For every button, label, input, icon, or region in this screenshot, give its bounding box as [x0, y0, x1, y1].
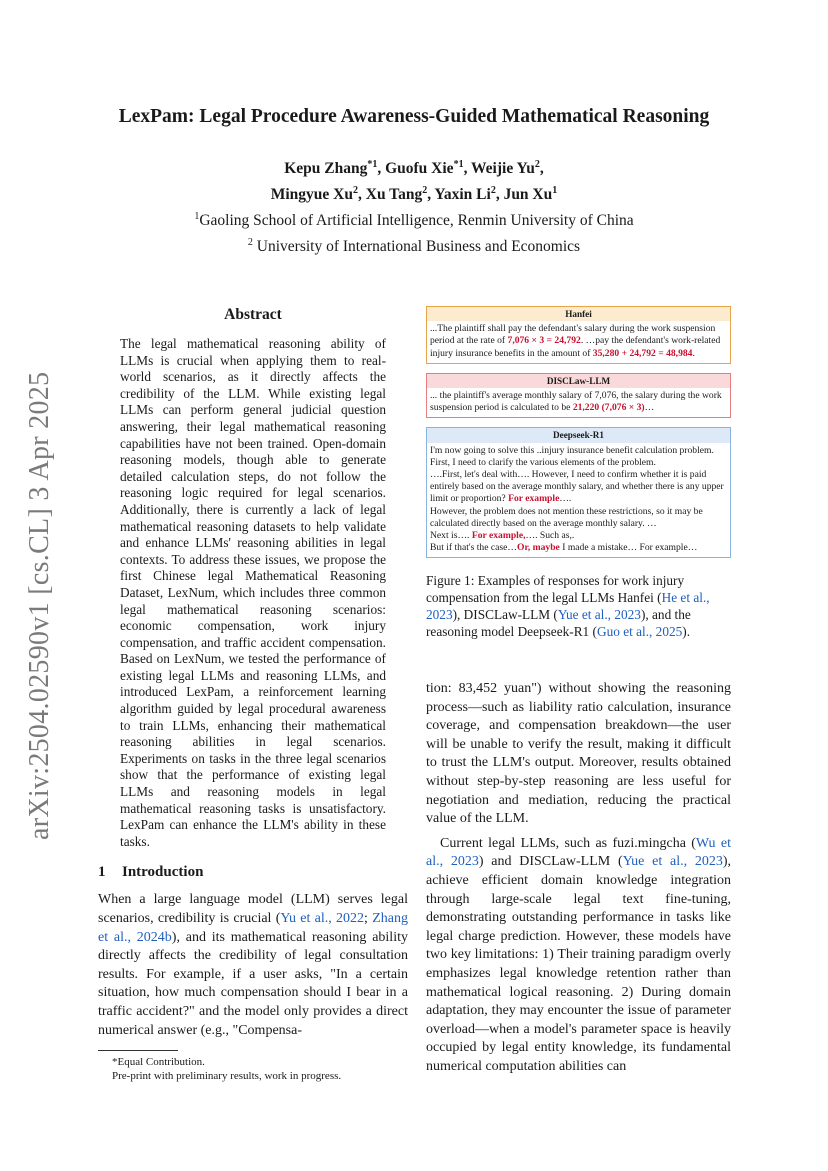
abstract-text: The legal mathematical reasoning ability of LLMs is crucial when applying them to real-world scenarios, as it directly affects the credibility of the LLM. While existing legal LLMs can perform general judicial question answering, their legal mathematical reasoning capabilities have not been trained. Open-domain reasoning models, though able to generate detailed calculation steps, do not follow the reasoning logic required for legal scenarios. Additionally, there is currently a lack of legal mathematical reasoning datasets to help validate and enhance LLMs' reasoning abilities in legal contexts. To address these issues, we propose the first Chinese legal Mathematical Reasoning Dataset, LexNum, which includes three common legal mathematical reasoning scenarios: economic compensation, work injury compensation, and traffic accident compensation. Based on LexNum, we tested the performance of existing legal LLMs and reasoning LLMs, and introduced LexPam, a reinforcement learning algorithm guided by legal procedural awareness to train LLMs, enhancing their mathematical reasoning abilities in legal scenarios. Experiments on tasks in the three legal scenarios show that the performance of existing legal LLMs and reasoning models in legal mathematical reasoning tasks is unsatisfactory. LexPam can enhance the LLM's ability in these tasks. [120, 336, 386, 849]
disclaw-title: DISCLaw-LLM [427, 374, 730, 388]
citation-link[interactable]: He et al., 2023 [426, 590, 710, 623]
author-block [0, 154, 828, 259]
abstract-heading: Abstract [224, 306, 282, 323]
hanfei-response: ...The plaintiff shall pay the defendant's salary during the work suspension period at the rate of 7,076 × 3 = 24,792. …pay the defendant's work-related injury insurance benefits in the amount of 35,280 + 24,792 = 48,984. [430, 323, 721, 359]
left-column [98, 306, 408, 1083]
intro-paragraph: When a large language model (LLM) serves legal scenarios, credibility is crucial (Yu et al., 2022; Zhang et al., 2024b), and its mathematical reasoning ability directly affects the credibility of legal consultation results. For example, if a user asks, "In a certain situation, how much compensation should I bear in a traffic accident?" and the model only provides a direct numerical answer (e.g., "Compensa- [98, 892, 408, 1038]
citation-link[interactable]: Yue et al., 2023 [622, 854, 723, 870]
deepseek-box [426, 427, 731, 558]
arxiv-side-label: arXiv:2504.02590v1 [cs.CL] 3 Apr 2025 [24, 371, 55, 840]
disclaw-response: ... the plaintiff's average monthly salary of 7,076, the salary during the work suspension period is calculated to be 21,220 (7,076 × 3)… [430, 390, 722, 414]
disclaw-box [426, 373, 731, 419]
citation-link[interactable]: Zhang et al., 2024b [98, 911, 408, 945]
footnote-equal-contribution: *Equal Contribution. [112, 1056, 205, 1069]
citation-link[interactable]: Wu et al., 2023 [426, 835, 731, 870]
footnote-rule [98, 1050, 178, 1051]
figure-caption: Figure 1: Examples of responses for work injury compensation from the legal LLMs Hanfei (He et al., 2023), DISCLaw-LLM (Yue et al., 2023), and the reasoning model Deepseek-R1 (Guo et al., 2025). [426, 573, 710, 640]
right-column [426, 306, 731, 640]
section-heading [98, 864, 408, 881]
footnote-preprint: Pre-print with preliminary results, work in progress. [112, 1070, 342, 1083]
paragraph-legal-llms: Current legal LLMs, such as fuzi.mingcha (Wu et al., 2023) and DISCLaw-LLM (Yue et al., 2023), achieve efficient domain knowledge integration through large-scale legal text fine-tuning, demonstrating outstanding performance in tasks like legal charge prediction. However, these models have two key limitations: 1) Their training paradigm overly emphasizes legal knowledge retention rather than mathematical logical reasoning. 2) During domain adaptation, they may encounter the issue of parameter overload—when a model's parameter space is heavily occupied by legal entity knowledge, its fundamental numerical computation abilities can [426, 835, 732, 1074]
citation-link[interactable]: Guo et al., 2025 [596, 624, 683, 640]
citation-link[interactable]: Yu et al., 2022 [280, 911, 365, 926]
deepseek-title: Deepseek-R1 [427, 428, 730, 442]
citation-link[interactable]: Yue et al., 2023 [557, 607, 641, 623]
hanfei-title: Hanfei [427, 307, 730, 321]
right-body-text [426, 680, 731, 1076]
affiliation-2: $^2$ University of International Business and Economics [247, 237, 581, 256]
paper-title: LexPam: Legal Procedure Awareness-Guided Mathematical Reasoning [118, 106, 710, 127]
author-line-2: Mingyue Xu$^2$, Xu Tang$^2$, Yaxin Li$^2$, Jun Xu$^1$ [270, 185, 558, 204]
section-number: 1 [98, 864, 106, 881]
figure-1 [426, 306, 731, 640]
affiliation-1: $^1$Gaoling School of Artificial Intelligence, Renmin University of China [194, 211, 634, 230]
section-title: Introduction [122, 864, 204, 881]
author-line-1: Kepu Zhang$^{*1}$, Guofu Xie$^{*1}$, Weijie Yu$^2$, [284, 159, 544, 178]
hanfei-box [426, 306, 731, 364]
deepseek-response: I'm now going to solve this ..injury insurance benefit calculation problem. First, I need to clarify the various elements of the problem. ….First, let's deal with…. However, I need to confirm whether it is paid entirely based on the average monthly salary, and whether there is any upper limit or proportion? For example…. However, the problem does not mention these restrictions, so it may be calculated directly based on the average monthly salary. … Next is…. For example,…. Such as,. But if that's the case…Or, maybe I made a mistake… For example… [430, 444, 724, 554]
paragraph-continuation: tion: 83,452 yuan") without showing the reasoning process—such as liability ratio calculation, insurance coverage, and compensation breakdown—the user will be unable to verify the result, making it difficult to trust the LLM's output. Moreover, results obtained without step-by-step reasoning are less useful for negotiation and mediation, reducing the practical value of the LLM. [426, 681, 731, 827]
